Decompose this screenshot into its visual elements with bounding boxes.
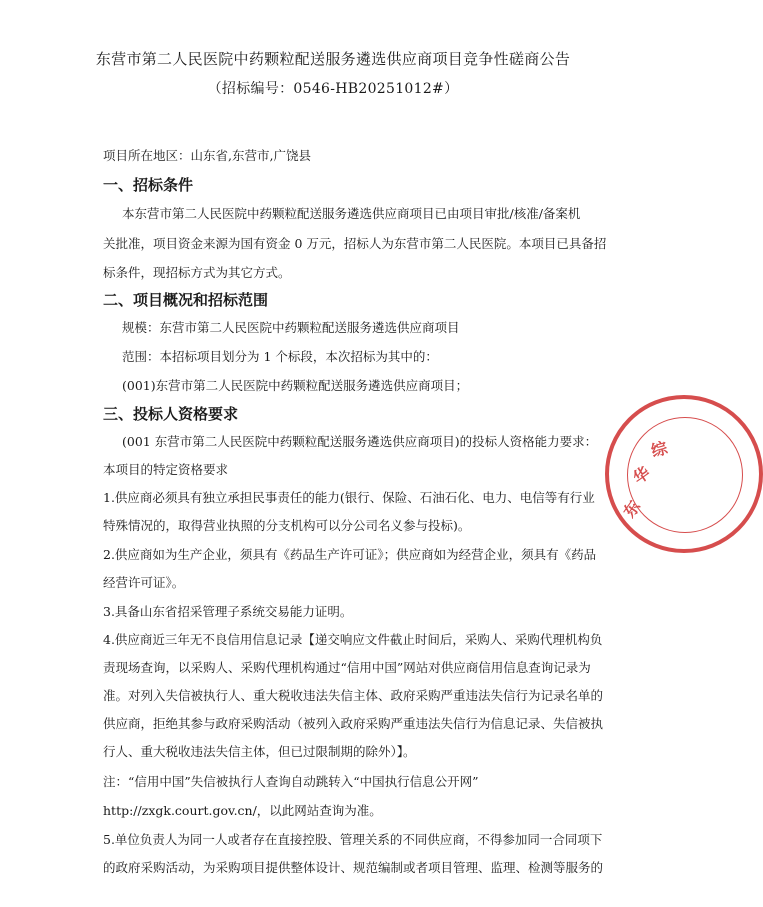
item-1-line-2: 特殊情况的，取得营业执照的分支机构可以分公司名义参与投标)。 [103,518,471,533]
section-1-line-1: 本东营市第二人民医院中药颗粒配送服务遴选供应商项目已由项目审批/核准/备案机 [122,206,581,221]
credit-note: 注：“信用中国”失信被执行人查询自动跳转入“中国执行信息公开网” [103,774,479,789]
project-location: 项目所在地区：山东省,东营市,广饶县 [103,148,311,163]
section-heading-3: 三、投标人资格要求 [103,405,239,423]
seal-char-3: 综 [649,438,670,461]
document-title: 东营市第二人民医院中药颗粒配送服务遴选供应商项目竞争性磋商公告 [95,50,571,68]
item-2-line-1: 2.供应商如为生产企业，须具有《药品生产许可证》；供应商如为经营企业，须具有《药品 [103,547,597,562]
item-1-line-1: 1.供应商必须具有独立承担民事责任的能力(银行、保险、石油石化、电力、电信等有行业 [103,490,595,505]
section-2-lot: (001)东营市第二人民医院中药颗粒配送服务遴选供应商项目； [122,378,469,393]
section-2-scale: 规模：东营市第二人民医院中药颗粒配送服务遴选供应商项目 [122,320,460,335]
section-2-scope: 范围：本招标项目划分为 1 个标段，本次招标为其中的： [122,349,438,364]
item-4-line-4: 供应商，拒绝其参与政府采购活动（被列入政府采购严重违法失信行为信息记录、失信被执 [103,716,604,731]
item-4-line-5: 行人、重大税收违法失信主体，但已过限制期的除外）】。 [103,744,416,759]
section-3-specific: 本项目的特定资格要求 [103,462,229,477]
section-1-line-3: 标条件，现招标方式为其它方式。 [103,265,291,280]
item-5-line-1: 5.单位负责人为同一人或者存在直接控股、管理关系的不同供应商，不得参加同一合同项下 [103,832,603,847]
credit-url-line: http://zxgk.court.gov.cn/，以此网站查询为准。 [103,803,382,818]
official-seal [605,395,763,553]
seal-char-1: 东 [619,497,645,522]
item-2-line-2: 经营许可证》。 [103,575,185,590]
section-heading-2: 二、项目概况和招标范围 [103,291,269,309]
item-3: 3.具备山东省招采管理子系统交易能力证明。 [103,604,353,619]
section-1-line-2: 关批准，项目资金来源为国有资金 0 万元，招标人为东营市第二人民医院。本项目已具备招 [103,236,607,251]
item-5-line-2: 的政府采购活动，为采购项目提供整体设计、规范编制或者项目管理、监理、检测等服务的 [103,860,604,875]
bid-number: （招标编号：0546-HB20251012#） [207,81,459,97]
seal-char-2: 华 [629,462,654,488]
section-heading-1: 一、招标条件 [103,176,194,194]
section-3-intro: (001 东营市第二人民医院中药颗粒配送服务遴选供应商项目)的投标人资格能力要求： [122,434,598,449]
item-4-line-2: 责现场查询，以采购人、采购代理机构通过“信用中国”网站对供应商信用信息查询记录为 [103,660,591,675]
item-4-line-1: 4.供应商近三年无不良信用信息记录【递交响应文件截止时间后，采购人、采购代理机构负 [103,632,603,647]
item-4-line-3: 准。对列入失信被执行人、重大税收违法失信主体、政府采购严重违法失信行为记录名单的 [103,688,604,703]
